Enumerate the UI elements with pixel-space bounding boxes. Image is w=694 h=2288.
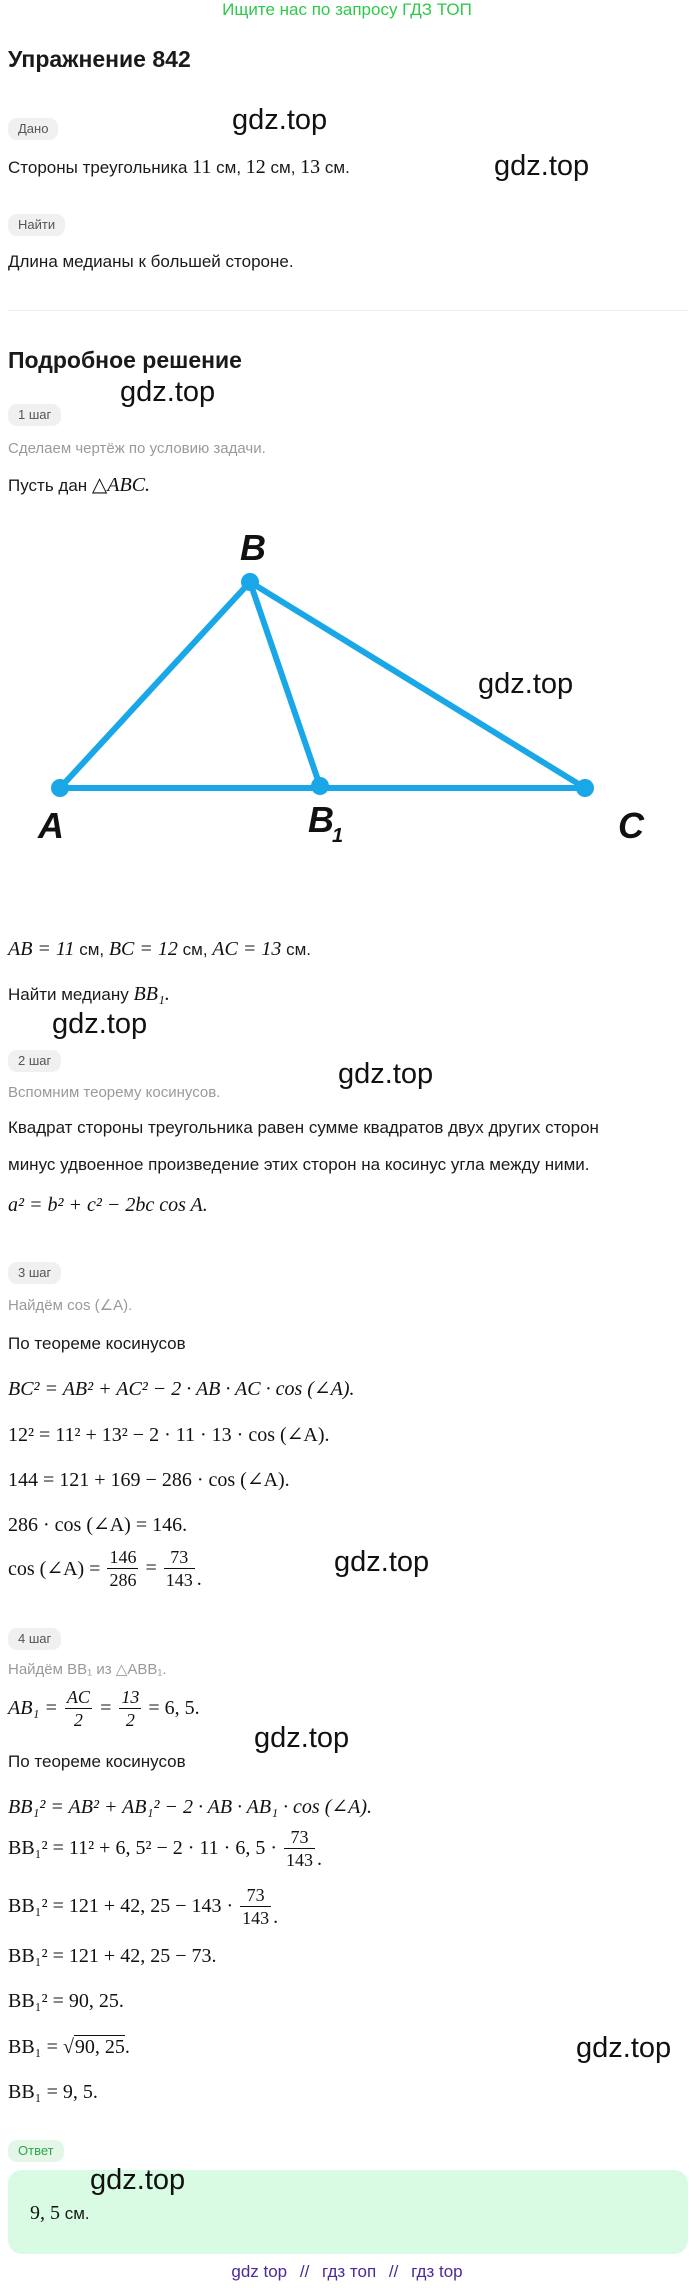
- watermark: gdz.top: [52, 1008, 148, 1040]
- step1-intro: Пусть дан △ABC.: [8, 474, 151, 496]
- watermark: gdz.top: [338, 1058, 434, 1090]
- footer-separator: //: [388, 2262, 399, 2281]
- section-divider: [8, 310, 688, 311]
- step2-hint: Вспомним теорему косинусов.: [8, 1084, 221, 1101]
- step3-line2: 12² = 11² + 13² − 2 · 11 · 13 · cos (∠A).: [8, 1424, 330, 1446]
- step4-pill: 4 шаг: [8, 1628, 61, 1650]
- footer-link-gdz-top-mixed[interactable]: гдз top: [411, 2262, 463, 2281]
- step3-line5: cos (∠A) = $\frac{146}{286}$ = $\frac{73}{143}$ .: [8, 1547, 202, 1590]
- triangle-figure: [0, 510, 694, 890]
- step3-hint: Найдём cos (∠A).: [8, 1297, 133, 1314]
- watermark: gdz.top: [334, 1546, 430, 1578]
- search-hint-link[interactable]: Ищите нас по запросу ГДЗ ТОП: [222, 0, 472, 19]
- solution-title: Подробное решение: [8, 347, 242, 373]
- find-text: Длина медианы к большей стороне.: [8, 252, 294, 271]
- side-ab: [60, 582, 250, 788]
- step2-line2: минус удвоенное произведение этих сторон на косинус угла между ними.: [8, 1155, 590, 1174]
- label-b1: B: [308, 799, 334, 840]
- step2-pill: 2 шаг: [8, 1050, 61, 1072]
- vertex-b: [241, 573, 259, 591]
- watermark: gdz.top: [254, 1722, 350, 1754]
- given-text: Стороны треугольника 11 см, 12 см, 13 см.: [8, 156, 350, 178]
- step3-line4: 286 · cos (∠A) = 146.: [8, 1514, 188, 1536]
- watermark: gdz.top: [232, 104, 328, 136]
- step4-line7: BB₁ = 9, 5.: [8, 2081, 98, 2103]
- step4-line2: BB₁² = 11² + 6, 5² − 2 · 11 · 6, 5 · $\frac{73}{143}$ .: [8, 1827, 322, 1870]
- step2-line1: Квадрат стороны треугольника равен сумме квадратов двух других сторон: [8, 1118, 599, 1137]
- label-b: B: [240, 527, 266, 568]
- watermark: gdz.top: [120, 376, 216, 408]
- sides-line: AB = 11 см, BC = 12 см, AC = 13 см.: [8, 938, 311, 960]
- step4-line1: BB₁² = AB² + AB₁² − 2 · AB · AB₁ · cos (∠A).: [8, 1796, 373, 1818]
- page-title: Упражнение 842: [8, 46, 191, 72]
- step4-ab1: AB₁ = $\frac{AC}{2}$ = $\frac{13}{2}$ = 6, 5.: [8, 1687, 200, 1730]
- step3-pill: 3 шаг: [8, 1262, 61, 1284]
- step4-theorem: По теореме косинусов: [8, 1752, 186, 1771]
- label-a: A: [38, 805, 64, 846]
- given-pill: Дано: [8, 118, 58, 140]
- step3-line1: BC² = AB² + AC² − 2 · AB · AC · cos (∠A).: [8, 1378, 355, 1400]
- answer-value: 9, 5 см.: [30, 2202, 90, 2224]
- find-pill: Найти: [8, 214, 65, 236]
- watermark: gdz.top: [90, 2164, 186, 2196]
- label-c: C: [618, 805, 644, 846]
- footer-links: [0, 2262, 694, 2282]
- find-median-line: Найти медиану BB₁.: [8, 983, 170, 1005]
- step3-line3: 144 = 121 + 169 − 286 · cos (∠A).: [8, 1469, 290, 1491]
- answer-pill: Ответ: [8, 2140, 64, 2162]
- vertex-c: [576, 779, 594, 797]
- step4-hint: Найдём BB₁ из △ABB₁.: [8, 1661, 167, 1678]
- watermark: gdz.top: [494, 150, 590, 182]
- vertex-a: [51, 779, 69, 797]
- label-b1-subscript: 1: [332, 825, 344, 847]
- step4-line4: BB₁² = 121 + 42, 25 − 73.: [8, 1945, 217, 1967]
- step4-line6: BB₁ = √90, 25.: [8, 2036, 130, 2058]
- cosine-law-formula: a² = b² + c² − 2bc cos A.: [8, 1194, 208, 1216]
- step3-theorem: По теореме косинусов: [8, 1334, 186, 1353]
- step1-hint: Сделаем чертёж по условию задачи.: [8, 440, 266, 457]
- watermark: gdz.top: [576, 2032, 672, 2064]
- footer-separator: //: [299, 2262, 310, 2281]
- footer-link-gdz-top[interactable]: gdz top: [231, 2262, 288, 2281]
- watermark: gdz.top: [478, 668, 574, 700]
- step1-pill: 1 шаг: [8, 404, 61, 426]
- step4-line5: BB₁² = 90, 25.: [8, 1990, 124, 2012]
- step4-line3: BB₁² = 121 + 42, 25 − 143 · $\frac{73}{143}$ .: [8, 1885, 279, 1928]
- median-bb1: [250, 582, 320, 786]
- vertex-b1: [311, 777, 329, 795]
- footer-link-gdz-top-ru[interactable]: гдз топ: [322, 2262, 377, 2281]
